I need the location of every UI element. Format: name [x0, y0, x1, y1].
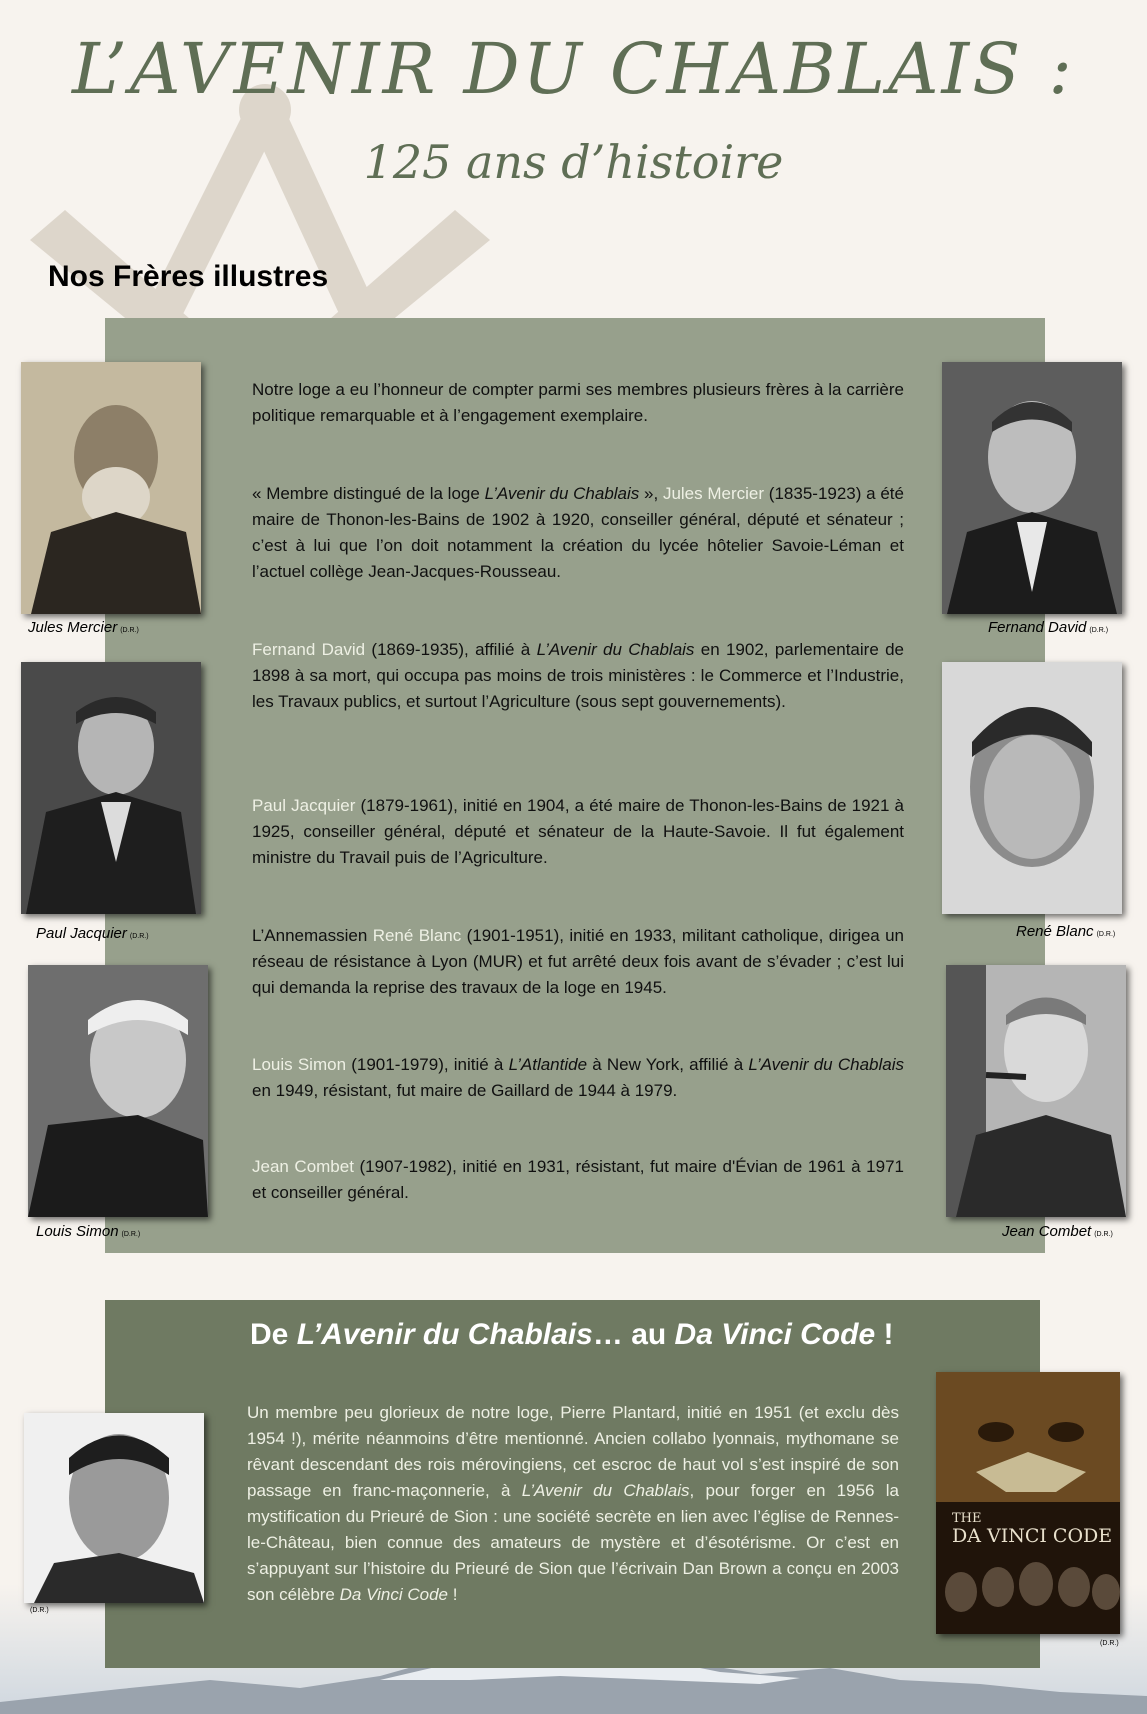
pierre-plantard-paragraph: Un membre peu glorieux de notre loge, Pierre Plantard, initié en 1951 (et exclu dès 1954 !), mérite néanmoins d’être mentionné. Ancien collabo lyonnais, mythomane se rêvant descendant des rois mérovingiens, cet escroc de haut vol s’est inspiré de son passage en franc-maçonnerie, à L’Avenir du Chablais, pour forger en 1956 la mystification du Prieuré de Sion : une société secrète en lien avec l’église de Rennes-le-Château, bien connue des amateurs de mystère et d’ésotérisme. Or c’est en s’appuyant sur l’histoire du Prieuré de Sion que l’écrivain Dan Brown a conçu en 2003 son célèbre Da Vinci Code ! — [247, 1403, 899, 1604]
page-subtitle: 125 ans d’histoire — [363, 135, 784, 189]
bio-fernand-david: Fernand David (1869-1935), affilié à L’Avenir du Chablais en 1902, parlementaire de 1898 à sa mort, qui occupa pas moins de trois ministères : le Commerce et l’Industrie, les Travaux publics, et surtout l’Agriculture (sous sept gouvernements). — [252, 640, 905, 711]
caption-jules-mercier: Jules Mercier (D.R.) — [28, 619, 139, 636]
da-vinci-code-poster — [936, 1372, 1120, 1634]
intro-paragraph: Notre loge a eu l’honneur de compter parmi ses membres plusieurs frères à la carrière politique remarquable et à l’engagement exemplaire. — [252, 380, 904, 425]
photo-fernand-david — [942, 362, 1122, 614]
caption-louis-simon: Louis Simon (D.R.) — [36, 1223, 141, 1240]
bio-jean-combet: Jean Combet (1907-1982), initié en 1931, résistant, fut maire d'Évian de 1961 à 1971 et conseiller général. — [252, 1157, 904, 1202]
caption-rene-blanc: René Blanc (D.R.) — [1016, 923, 1116, 940]
photo-rene-blanc — [942, 662, 1122, 914]
page-title: L’AVENIR DU CHABLAIS : — [72, 28, 1075, 110]
bio-paul-jacquier: Paul Jacquier (1879-1961), initié en 1904, a été maire de Thonon-les-Bains de 1921 à 1925, conseiller général, député et sénateur de la Haute-Savoie. Il fut également ministre du Travail puis de l’Agriculture. — [252, 796, 904, 867]
bio-louis-simon: Louis Simon (1901-1979), initié à L’Atlantide à New York, affilié à L’Avenir du Chablais en 1949, résistant, fut maire de Gaillard de 1944 à 1979. — [252, 1055, 904, 1100]
notable-members-panel — [105, 318, 1045, 1253]
svg-text:DA VINCI CODE: DA VINCI CODE — [952, 1525, 1113, 1547]
photo-paul-jacquier — [21, 662, 201, 914]
bio-jules-mercier: « Membre distingué de la loge L’Avenir du Chablais », Jules Mercier (1835-1923) a été maire de Thonon-les-Bains de 1902 à 1920, conseiller général, député et sénateur ; c’est à lui que l’on doit notamment la création du lycée hôtelier Savoie-Léman et l’actuel collège Jean-Jacques-Rousseau. — [252, 484, 904, 581]
caption-fernand-david: Fernand David (D.R.) — [988, 619, 1109, 636]
photo-jean-combet — [946, 965, 1126, 1217]
caption-jean-combet: Jean Combet (D.R.) — [1002, 1223, 1113, 1240]
section-heading: Nos Frères illustres — [48, 260, 329, 293]
photo-jules-mercier — [21, 362, 201, 614]
plantard-credit: (D.R.) — [30, 1607, 49, 1614]
caption-paul-jacquier: Paul Jacquier (D.R.) — [36, 925, 149, 942]
da-vinci-heading: De L’Avenir du Chablais… au Da Vinci Code ! — [250, 1318, 894, 1351]
photo-louis-simon — [28, 965, 208, 1217]
svg-text:THE: THE — [952, 1511, 982, 1526]
poster-credit: (D.R.) — [1100, 1640, 1119, 1647]
bio-rene-blanc: L’Annemassien René Blanc (1901-1951), initié en 1933, militant catholique, dirigea un réseau de résistance à Lyon (MUR) et fut arrêté deux fois avant de s’évader ; c’est lui qui demanda la reprise des travaux de la loge en 1945. — [252, 926, 905, 997]
photo-pierre-plantard — [24, 1413, 204, 1603]
